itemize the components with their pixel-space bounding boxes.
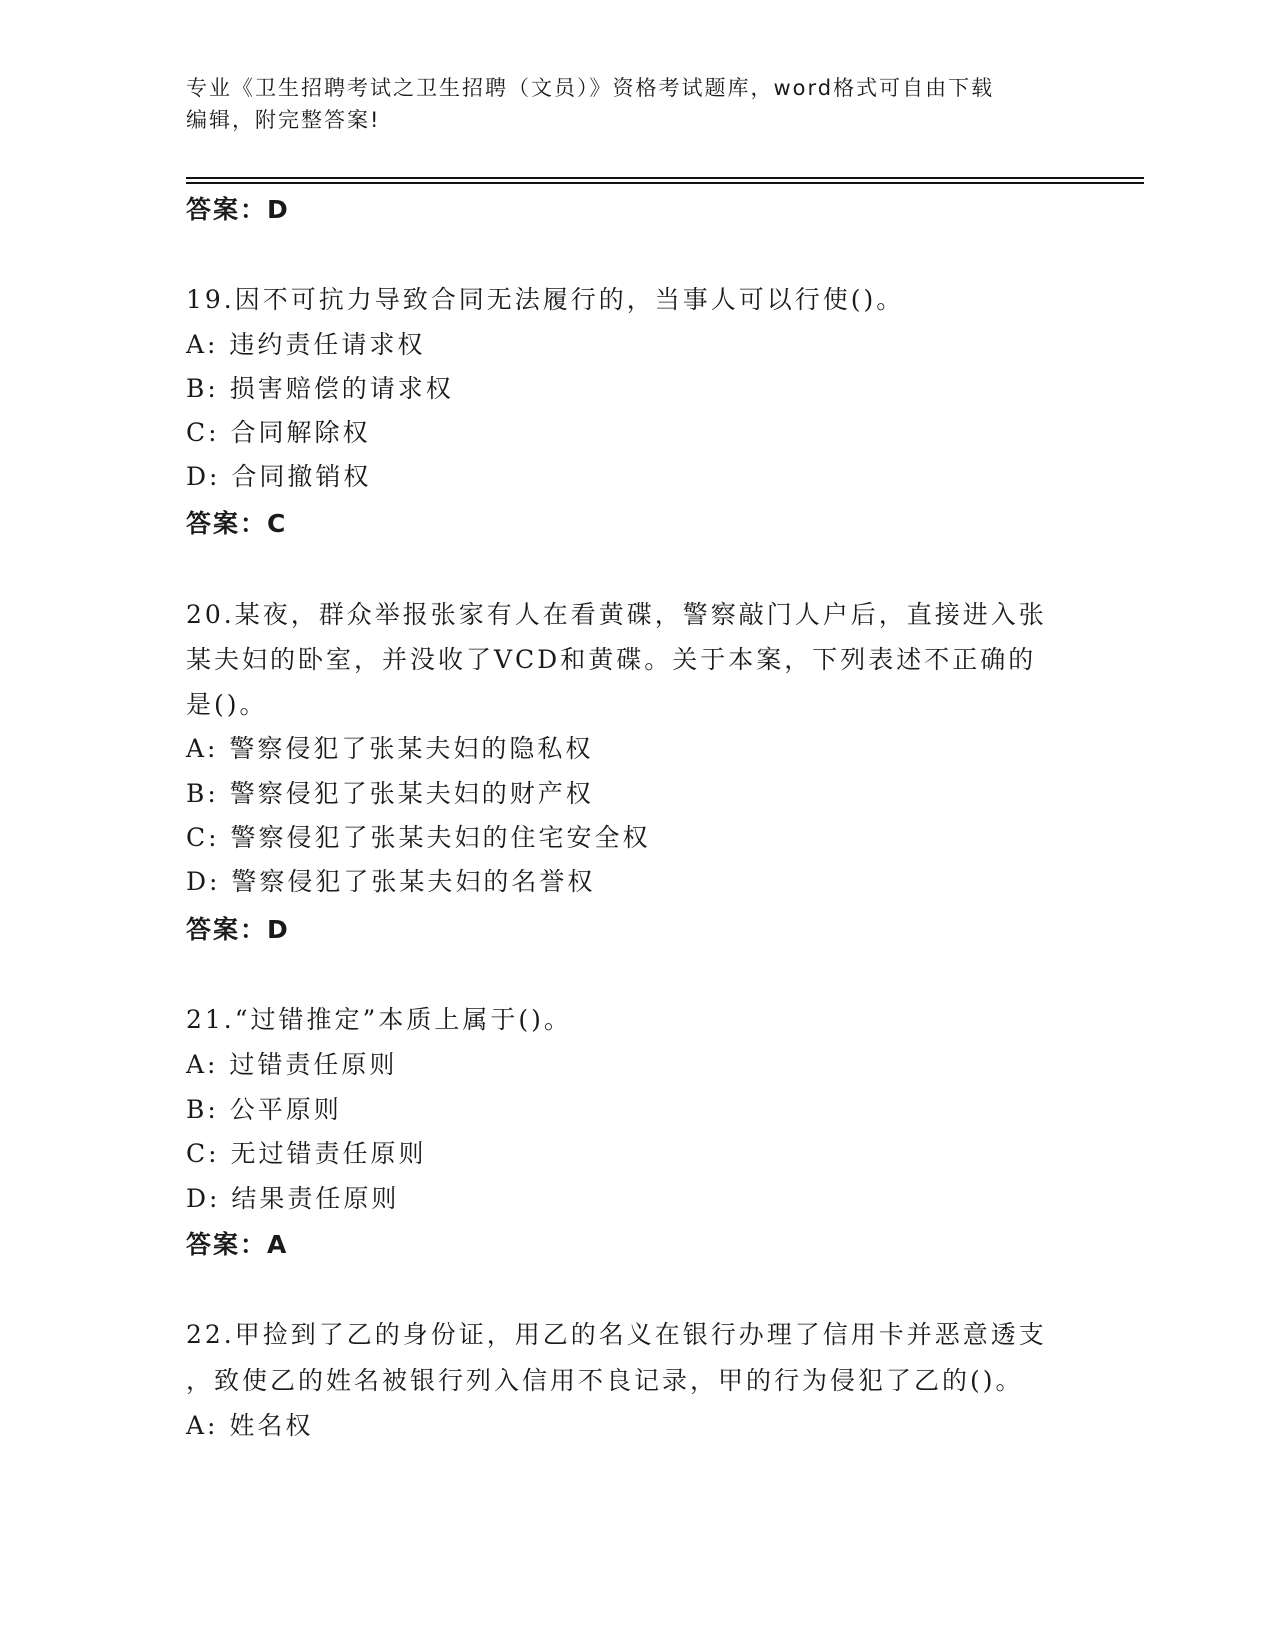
option-d: D: 警察侵犯了张某夫妇的名誉权	[186, 867, 596, 896]
answer-value: D	[267, 915, 290, 944]
answer-line: 答案：A	[186, 1230, 289, 1259]
option-b: B: 警察侵犯了张某夫妇的财产权	[186, 779, 594, 808]
option-c: C: 无过错责任原则	[186, 1139, 427, 1168]
question-stem: 某夫妇的卧室，并没收了VCD和黄碟。关于本案，下列表述不正确的	[186, 645, 1037, 674]
answer-value: A	[267, 1230, 289, 1259]
option-c: C: 合同解除权	[186, 418, 371, 447]
question-stem: 22.甲捡到了乙的身份证，用乙的名义在银行办理了信用卡并恶意透支	[186, 1320, 1047, 1349]
question-stem: 是()。	[186, 690, 268, 719]
question-stem: 21.“过错推定”本质上属于()。	[186, 1005, 572, 1034]
answer-value: D	[267, 195, 290, 224]
question-stem: ，致使乙的姓名被银行列入信用不良记录，甲的行为侵犯了乙的()。	[186, 1366, 1024, 1395]
document-header	[186, 72, 1086, 136]
option-d: D: 结果责任原则	[186, 1184, 400, 1213]
header-rule-bottom	[186, 182, 1144, 184]
option-a: A: 警察侵犯了张某夫妇的隐私权	[186, 734, 594, 763]
answer-line: 答案：C	[186, 509, 288, 538]
option-a: A: 姓名权	[186, 1411, 314, 1440]
option-c: C: 警察侵犯了张某夫妇的住宅安全权	[186, 823, 651, 852]
option-a: A: 违约责任请求权	[186, 330, 426, 359]
option-b: B: 损害赔偿的请求权	[186, 374, 454, 403]
answer-line: 答案：D	[186, 915, 290, 944]
header-rule-top	[186, 177, 1144, 179]
option-b: B: 公平原则	[186, 1095, 342, 1124]
question-stem: 19.因不可抗力导致合同无法履行的，当事人可以行使()。	[186, 285, 905, 314]
option-a: A: 过错责任原则	[186, 1050, 398, 1079]
answer-value: C	[267, 509, 288, 538]
question-stem: 20.某夜，群众举报张家有人在看黄碟，警察敲门人户后，直接进入张	[186, 600, 1047, 629]
answer-line: 答案：D	[186, 195, 290, 224]
option-d: D: 合同撤销权	[186, 462, 372, 491]
header-line-1: 专业《卫生招聘考试之卫生招聘（文员）》资格考试题库，word格式可自由下载	[186, 76, 995, 100]
header-line-2: 编辑，附完整答案!	[186, 108, 381, 132]
